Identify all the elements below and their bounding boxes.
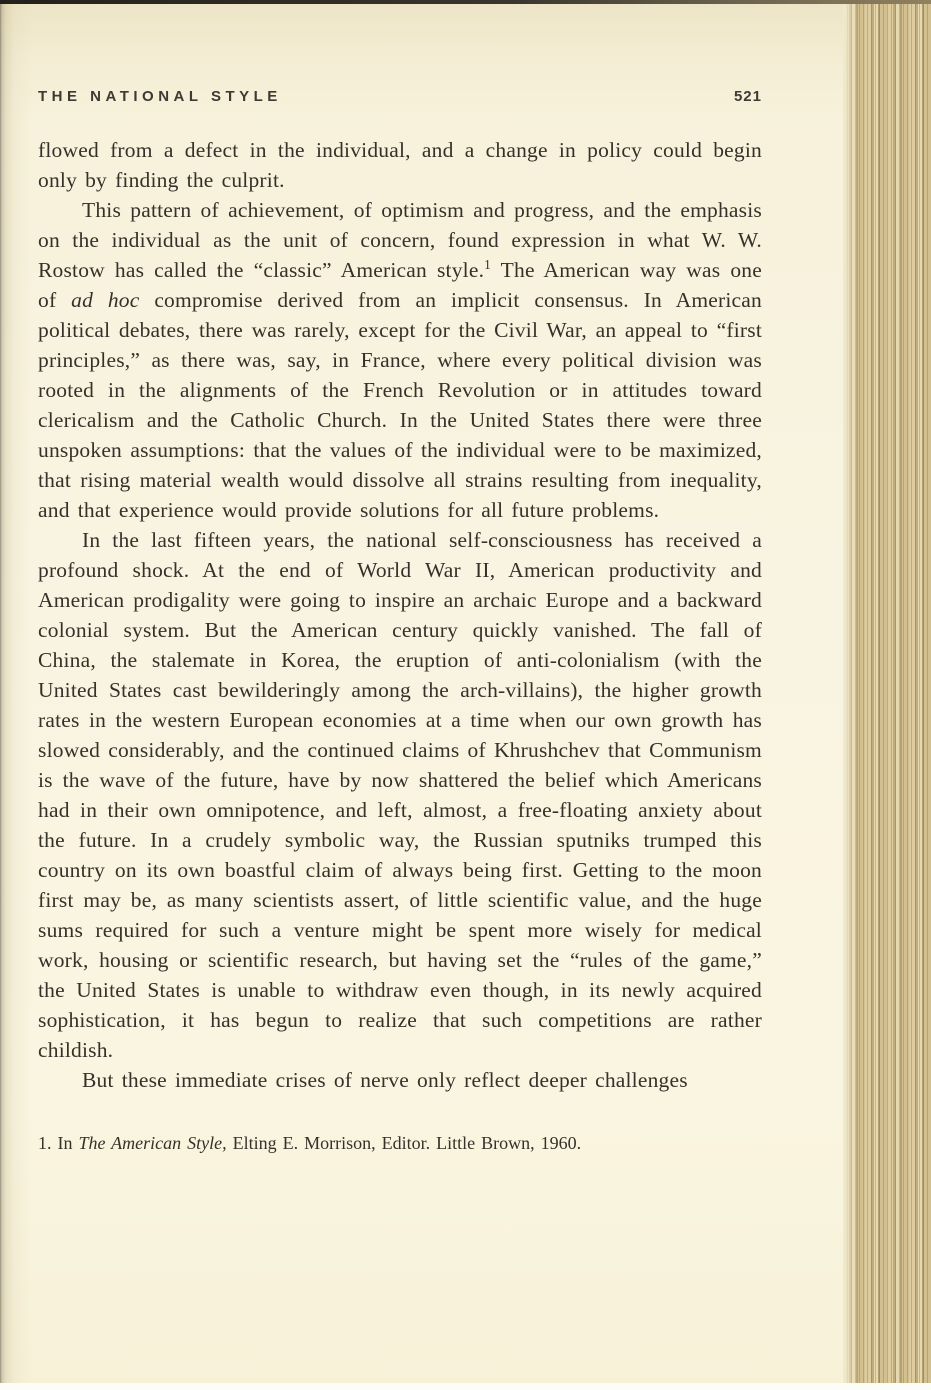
page-number: 521 [733,88,762,105]
book-fore-edge [843,0,931,1390]
running-head [38,88,762,105]
page-content [38,88,762,1173]
body-paragraph: This pattern of achievement, of optimism and progress, and the emphasis on the individual as the unit of concern, found expression in what W. W. Rostow has called the “classic” American style.$^1$ The American way was one of ad hoc compromise derived from an implicit consensus. In American political debates, there was rarely, except for the Civil War, an appeal to “first principles,” as there was, say, in France, where every political division was rooted in the alignments of the French Revolution or in attitudes toward clericalism and the Catholic Church. In the United States there were three unspoken assumptions: that the values of the individual were to be maximized, that rising material wealth would dissolve all strains resulting from inequality, and that experience would provide solutions for all future problems. [38,198,762,522]
body-text [38,135,762,1095]
body-paragraph: But these immediate crises of nerve only reflect deeper challenges [82,1068,688,1092]
body-paragraph: In the last fifteen years, the national self-consciousness has received a profound shock. At the end of World War II, American productivity and American prodigality were going to inspire an archaic Europe and a backward colonial system. But the American century quickly vanished. The fall of China, the stalemate in Korea, the eruption of anti-colonialism (with the United States cast bewilderingly among the arch-villains), the higher growth rates in the western European economies at a time when our own growth has slowed considerably, and the continued claims of Khrushchev that Communism is the wave of the future, have by now shattered the belief which Americans had in their own omnipotence, and left, almost, a free-floating anxiety about the future. In a crudely symbolic way, the Russian sputniks trumped this country on its own boastful claim of always being first. Getting to the moon first may be, as many scientists assert, of little scientific value, and the huge sums required for such a venture might be spent more wisely for medical work, housing or scientific research, but having set the “rules of the game,” the United States is unable to withdraw even though, in its newly acquired sophistication, it has begun to realize that such competitions are rather childish. [38,528,762,1062]
page-title: THE NATIONAL STYLE [38,88,282,105]
body-paragraph: flowed from a defect in the individual, and a change in policy could begin only by finding the culprit. [38,138,762,192]
scan-bottom-edge [0,1383,931,1390]
scan-top-edge [0,0,931,4]
page-gutter-edge [0,0,32,1390]
footnote: 1. In The American Style, Elting E. Morrison, Editor. Little Brown, 1960. [38,1133,582,1153]
